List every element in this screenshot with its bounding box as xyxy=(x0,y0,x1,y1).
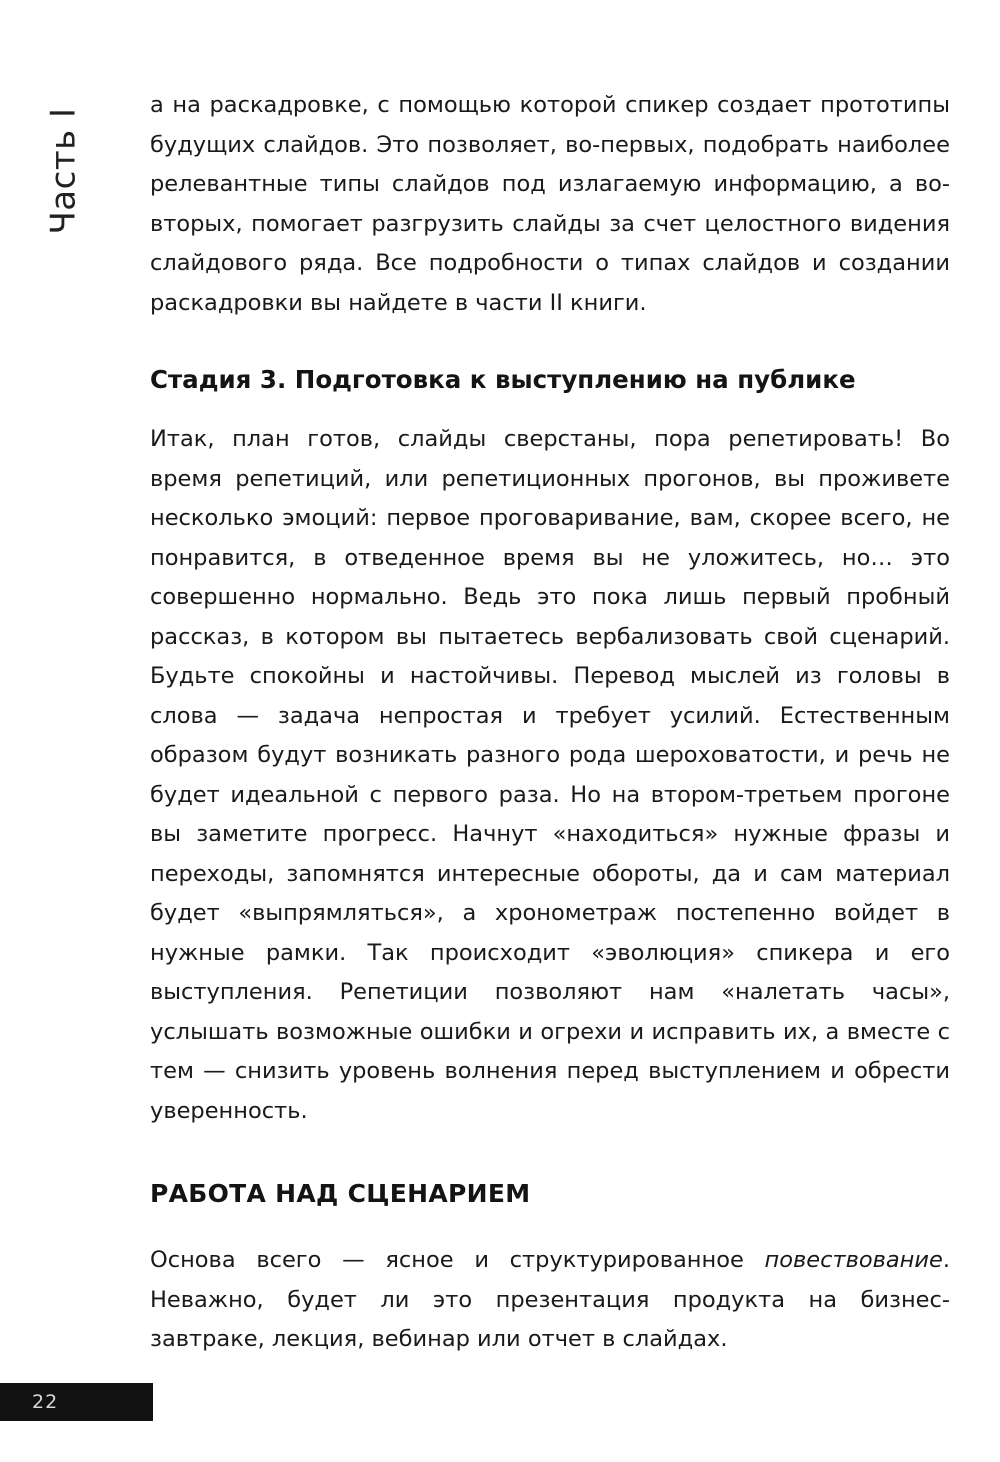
paragraph-intro: а на раскадровке, с помощью которой спикер создает прототипы будущих слайдов. Это позволяет, во-первых, подобрать наиболее релевантные типы слайдов под излагаемую информацию, а во-вторых, помогает разгрузить слайды за счет целостного видения слайдового ряда. Все подробности о типах слайдов и создании раскадровки вы найдете в части II книги. xyxy=(150,92,950,316)
part-label-text: Часть I xyxy=(43,107,84,235)
page-number: 22 xyxy=(32,1391,59,1413)
section-heading: РАБОТА НАД СЦЕНАРИЕМ xyxy=(150,1179,531,1208)
page-content xyxy=(150,86,950,1360)
part-label xyxy=(43,96,83,246)
page-number-bar xyxy=(0,1383,153,1421)
paragraph-script-emphasis: повествование xyxy=(764,1247,943,1273)
paragraph-script-end: . Неважно, будет ли это презентация продукта на бизнес-завтраке, лекция, вебинар или отчет в слайдах. xyxy=(150,1247,950,1352)
paragraph-script-start: Основа всего — ясное и структурированное xyxy=(150,1247,765,1273)
stage-heading: Стадия 3. Подготовка к выступлению на публике xyxy=(150,365,856,394)
paragraph-rehearsal: Итак, план готов, слайды сверстаны, пора репетировать! Во время репетиций, или репетиционных прогонов, вы проживете несколько эмоций: первое проговаривание, вам, скорее всего, не понравится, в отведенное время вы не уложитесь, но… это совершенно нормально. Ведь это пока лишь первый пробный рассказ, в котором вы пытаетесь вербализовать свой сценарий. Будьте спокойны и настойчивы. Перевод мыслей из головы в слова — задача непростая и требует усилий. Естественным образом будут возникать разного рода шероховатости, и речь не будет идеальной с первого раза. Но на втором-третьем прогоне вы заметите прогресс. Начнут «находиться» нужные фразы и переходы, запомнятся интересные обороты, да и сам материал будет «выпрямляться», а хронометраж постепенно войдет в нужные рамки. Так происходит «эволюция» спикера и его выступления. Репетиции позволяют нам «налетать часы», услышать возможные ошибки и огрехи и исправить их, а вместе с тем — снизить уровень волнения перед выступлением и обрести уверенность. xyxy=(150,426,950,1124)
paragraph-script xyxy=(150,1241,950,1360)
